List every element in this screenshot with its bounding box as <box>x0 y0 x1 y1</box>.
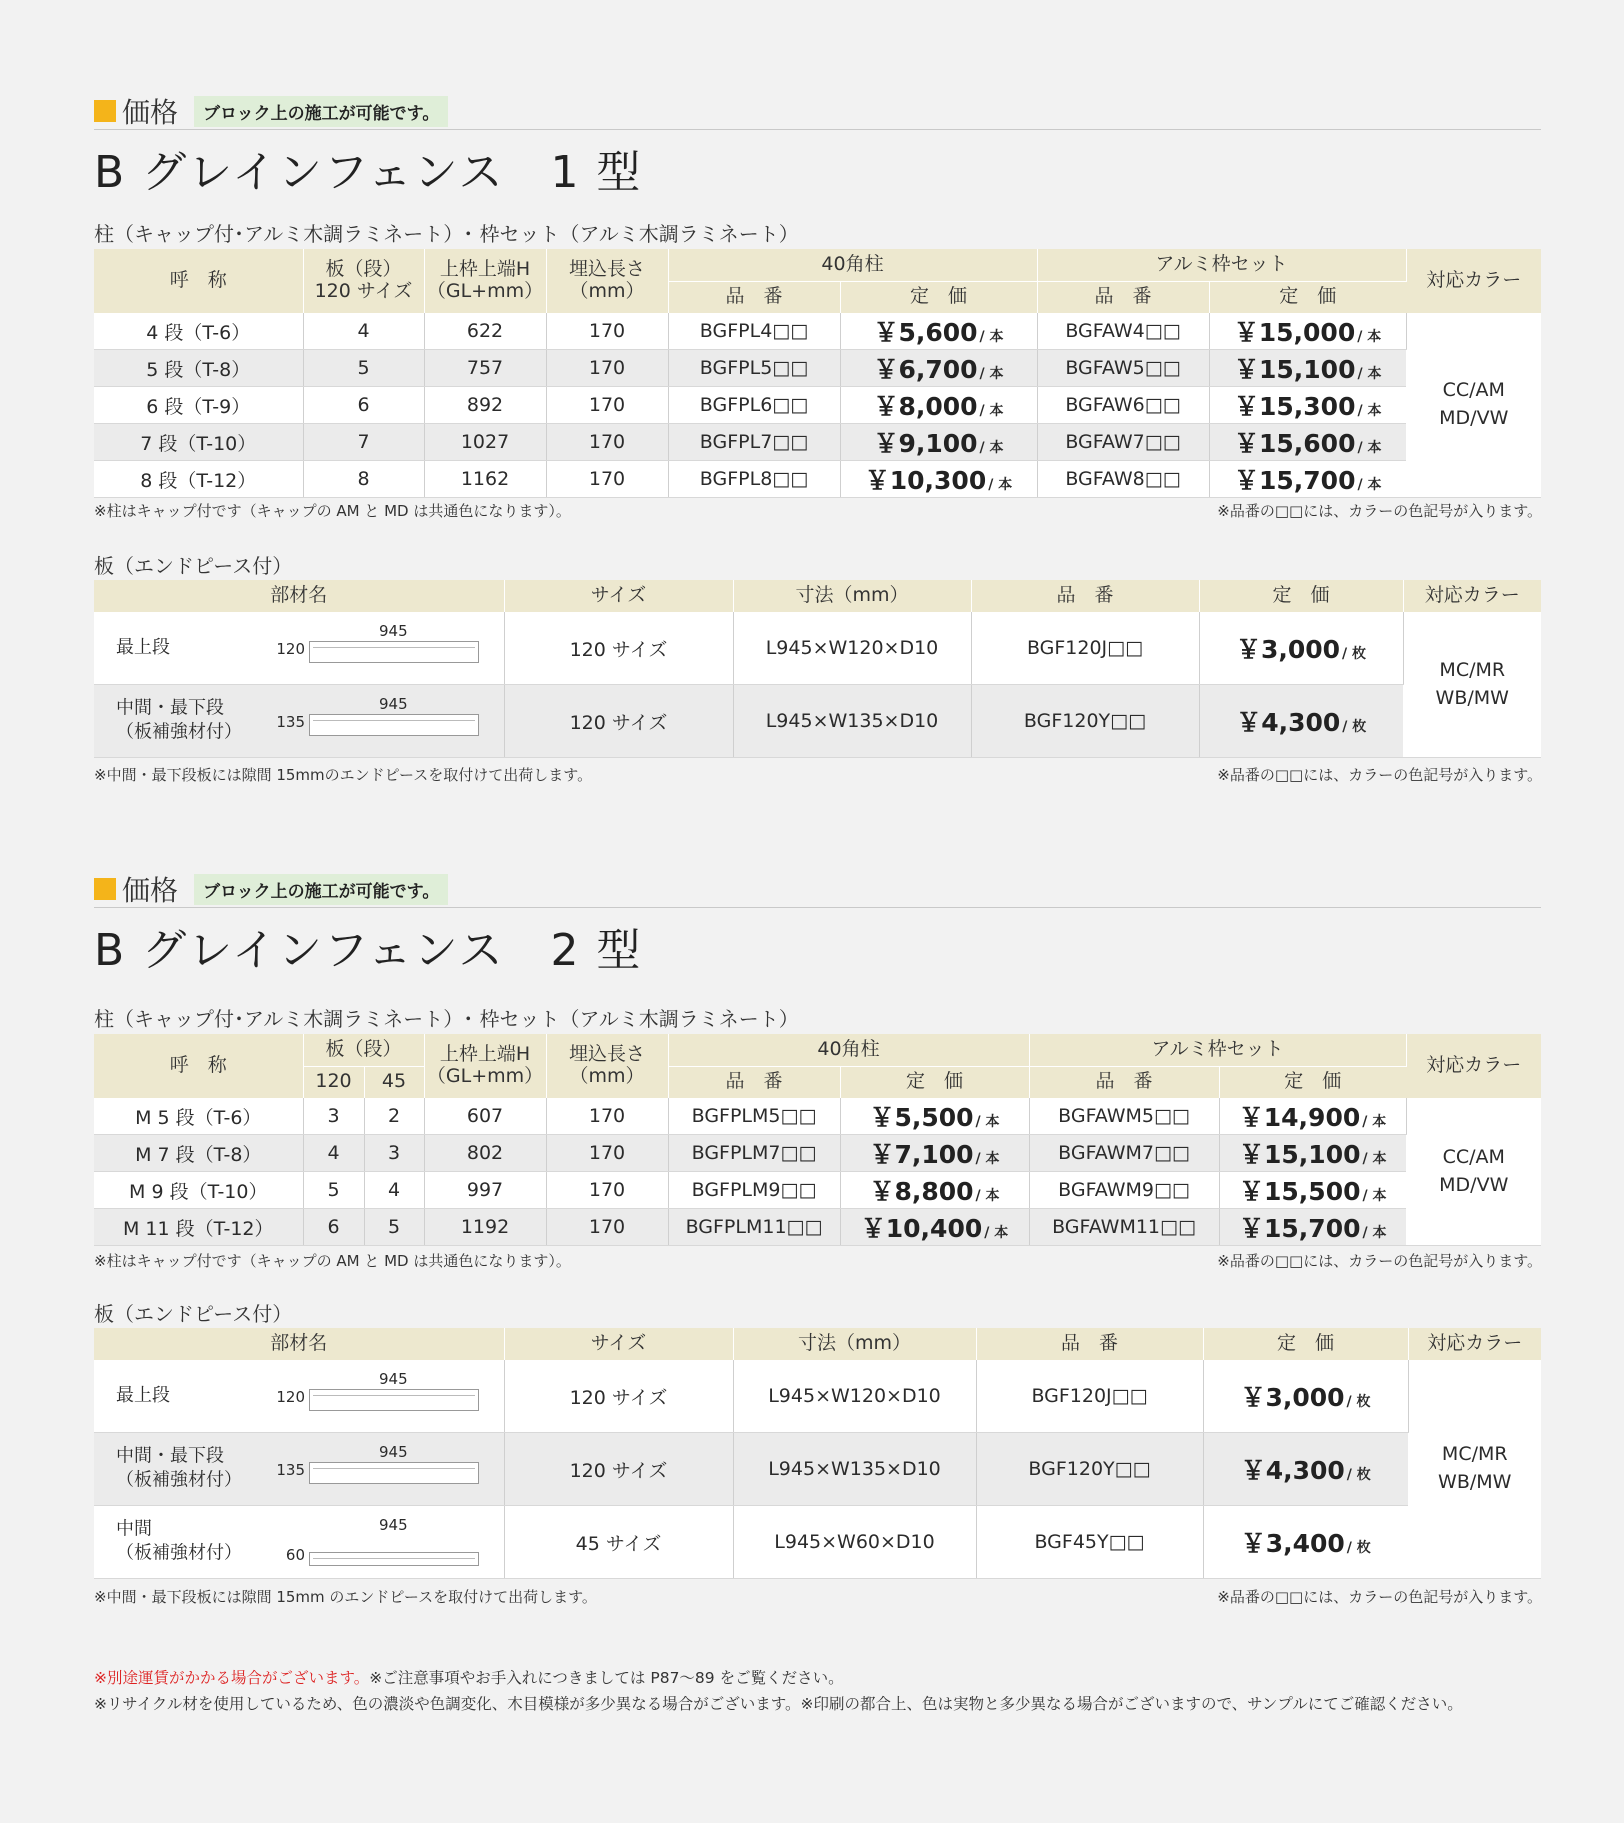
row-embed: 170 <box>546 424 668 461</box>
row-embed: 170 <box>546 461 668 498</box>
product-title: B グレインフェンス 2 型 <box>94 925 643 976</box>
header-name: 呼 称 <box>94 249 303 313</box>
header-board-count: 板（段） 120 サイズ <box>303 249 424 313</box>
row-price: ￥3,000 / 枚 <box>1203 1360 1408 1433</box>
header-list-price: 定 価 <box>1199 580 1403 612</box>
header-part-no: 品 番 <box>668 1066 840 1098</box>
row-name: M 5 段（T-6） <box>94 1098 303 1135</box>
block-install-badge: ブロック上の施工が可能です。 <box>194 96 448 127</box>
row-boards: 6 <box>303 387 424 424</box>
post-price-table <box>94 249 1541 498</box>
row-frame-no: BGFAW5□□ <box>1037 350 1209 387</box>
row-height: 802 <box>424 1135 546 1172</box>
row-no: BGF120Y□□ <box>976 1433 1203 1506</box>
footer-care-note: ※ご注意事項やお手入れにつきましては P87～89 をご覧ください。 <box>369 1669 844 1687</box>
row-post-no: BGFPLM7□□ <box>668 1135 840 1172</box>
header-list-price: 定 価 <box>1219 1066 1406 1098</box>
row-boards: 5 <box>303 350 424 387</box>
header-list-price: 定 価 <box>1203 1328 1408 1360</box>
row-post-no: BGFPL6□□ <box>668 387 840 424</box>
table-row <box>94 1506 1541 1579</box>
row-frame-price: ￥15,700 / 本 <box>1209 461 1406 498</box>
table-row <box>94 1209 1541 1246</box>
row-frame-no: BGFAWM7□□ <box>1029 1135 1219 1172</box>
row-price: ￥3,000 / 枚 <box>1199 612 1403 685</box>
row-frame-no: BGFAWM9□□ <box>1029 1172 1219 1209</box>
post-price-table <box>94 1034 1541 1246</box>
row-frame-no: BGFAW8□□ <box>1037 461 1209 498</box>
header-post40: 40角柱 <box>668 249 1037 281</box>
price-label: 価格 <box>122 874 179 907</box>
row-embed: 170 <box>546 313 668 350</box>
board-price-table <box>94 580 1541 758</box>
table-row <box>94 685 1541 758</box>
header-alu-frame: アルミ枠セット <box>1029 1034 1406 1066</box>
row-post-no: BGFPL8□□ <box>668 461 840 498</box>
row-post-no: BGFPLM11□□ <box>668 1209 840 1246</box>
header-embed: 埋込長さ （mm） <box>546 1034 668 1098</box>
row-part: 最上段 945 120 <box>94 612 504 685</box>
color-cell: MC/MR WB/MW <box>1403 612 1541 758</box>
post-subtitle: 柱（キャップ付･アルミ木調ラミネート）･ 枠セット（アルミ木調ラミネート） <box>94 222 799 246</box>
row-price: ￥3,400 / 枚 <box>1203 1506 1408 1579</box>
header-post40: 40角柱 <box>668 1034 1029 1066</box>
row-embed: 170 <box>546 1209 668 1246</box>
row-dim: L945×W60×D10 <box>733 1506 976 1579</box>
header-part-no: 品 番 <box>1029 1066 1219 1098</box>
post-note-left: ※柱はキャップ付です（キャップの AM と MD は共通色になります）。 <box>94 502 571 520</box>
board-note-left: ※中間・最下段板には隙間 15mm のエンドピースを取付けて出荷します。 <box>94 1588 597 1606</box>
color-cell: MC/MR WB/MW <box>1408 1360 1541 1579</box>
row-b45: 5 <box>364 1209 424 1246</box>
row-name: 4 段（T-6） <box>94 313 303 350</box>
header-height: 上枠上端H （GL+mm） <box>424 249 546 313</box>
row-dim: L945×W120×D10 <box>733 612 971 685</box>
row-height: 997 <box>424 1172 546 1209</box>
row-boards: 8 <box>303 461 424 498</box>
row-price: ￥4,300 / 枚 <box>1203 1433 1408 1506</box>
row-frame-price: ￥15,000 / 本 <box>1209 313 1406 350</box>
table-row <box>94 1098 1541 1135</box>
row-name: M 7 段（T-8） <box>94 1135 303 1172</box>
table-row <box>94 612 1541 685</box>
row-height: 607 <box>424 1098 546 1135</box>
footer-shipping-note: ※別途運賃がかかる場合がございます。 <box>94 1669 370 1687</box>
row-post-no: BGFPL7□□ <box>668 424 840 461</box>
board-price-table <box>94 1328 1541 1579</box>
header-list-price: 定 価 <box>1209 281 1406 313</box>
row-post-price: ￥9,100 / 本 <box>840 424 1037 461</box>
section-2-header <box>94 873 1541 978</box>
row-post-no: BGFPLM9□□ <box>668 1172 840 1209</box>
row-no: BGF45Y□□ <box>976 1506 1203 1579</box>
product-title: B グレインフェンス 1 型 <box>94 147 643 198</box>
row-post-price: ￥7,100 / 本 <box>840 1135 1029 1172</box>
row-frame-price: ￥15,600 / 本 <box>1209 424 1406 461</box>
row-height: 892 <box>424 387 546 424</box>
header-board-count: 板（段） <box>303 1034 424 1066</box>
row-name: 5 段（T-8） <box>94 350 303 387</box>
row-b120: 4 <box>303 1135 364 1172</box>
header-part-no: 品 番 <box>1037 281 1209 313</box>
row-embed: 170 <box>546 350 668 387</box>
row-no: BGF120J□□ <box>976 1360 1203 1433</box>
row-frame-price: ￥15,100 / 本 <box>1219 1135 1406 1172</box>
post-subtitle: 柱（キャップ付･アルミ木調ラミネート）･ 枠セット（アルミ木調ラミネート） <box>94 1007 799 1031</box>
row-frame-no: BGFAW6□□ <box>1037 387 1209 424</box>
row-post-price: ￥10,300 / 本 <box>840 461 1037 498</box>
row-frame-no: BGFAWM11□□ <box>1029 1209 1219 1246</box>
header-size: サイズ <box>504 1328 733 1360</box>
price-label: 価格 <box>122 96 179 129</box>
row-frame-price: ￥15,500 / 本 <box>1219 1172 1406 1209</box>
row-frame-no: BGFAWM5□□ <box>1029 1098 1219 1135</box>
row-name: 7 段（T-10） <box>94 424 303 461</box>
header-board-45: 45 <box>364 1066 424 1098</box>
header-part-no: 品 番 <box>971 580 1199 612</box>
table-row <box>94 424 1541 461</box>
row-height: 622 <box>424 313 546 350</box>
row-name: M 11 段（T-12） <box>94 1209 303 1246</box>
row-part: 中間・最下段 （板補強材付） 945 135 <box>94 1433 504 1506</box>
post-note-right: ※品番の□□には、カラーの色記号が入ります。 <box>1217 502 1542 520</box>
header-part-no: 品 番 <box>668 281 840 313</box>
row-name: 8 段（T-12） <box>94 461 303 498</box>
header-list-price: 定 価 <box>840 281 1037 313</box>
table-row <box>94 313 1541 350</box>
row-b120: 3 <box>303 1098 364 1135</box>
row-name: 6 段（T-9） <box>94 387 303 424</box>
row-b120: 5 <box>303 1172 364 1209</box>
board-subtitle: 板（エンドピース付） <box>94 1302 293 1326</box>
row-height: 1027 <box>424 424 546 461</box>
row-b45: 2 <box>364 1098 424 1135</box>
header-dim: 寸法（mm） <box>733 1328 976 1360</box>
header-alu-frame: アルミ枠セット <box>1037 249 1406 281</box>
row-dim: L945×W135×D10 <box>733 1433 976 1506</box>
post-note-right: ※品番の□□には、カラーの色記号が入ります。 <box>1217 1252 1542 1270</box>
row-post-price: ￥5,500 / 本 <box>840 1098 1029 1135</box>
header-part: 部材名 <box>94 580 504 612</box>
row-no: BGF120J□□ <box>971 612 1199 685</box>
row-post-no: BGFPL5□□ <box>668 350 840 387</box>
header-height: 上枠上端H （GL+mm） <box>424 1034 546 1098</box>
row-dim: L945×W135×D10 <box>733 685 971 758</box>
header-dim: 寸法（mm） <box>733 580 971 612</box>
table-row <box>94 387 1541 424</box>
row-post-price: ￥5,600 / 本 <box>840 313 1037 350</box>
row-post-price: ￥6,700 / 本 <box>840 350 1037 387</box>
row-size: 120 サイズ <box>504 612 733 685</box>
row-height: 1162 <box>424 461 546 498</box>
row-size: 45 サイズ <box>504 1506 733 1579</box>
color-cell: CC/AM MD/VW <box>1406 1098 1541 1246</box>
row-frame-no: BGFAW4□□ <box>1037 313 1209 350</box>
table-row <box>94 350 1541 387</box>
row-height: 757 <box>424 350 546 387</box>
row-part: 最上段 945 120 <box>94 1360 504 1433</box>
row-b45: 4 <box>364 1172 424 1209</box>
row-part: 中間 （板補強材付） 945 60 <box>94 1506 504 1579</box>
row-part: 中間・最下段 （板補強材付） 945 135 <box>94 685 504 758</box>
row-frame-price: ￥15,300 / 本 <box>1209 387 1406 424</box>
row-size: 120 サイズ <box>504 1360 733 1433</box>
header-embed: 埋込長さ （mm） <box>546 249 668 313</box>
row-size: 120 サイズ <box>504 685 733 758</box>
row-post-no: BGFPL4□□ <box>668 313 840 350</box>
square-bullet-icon <box>94 878 116 900</box>
row-post-price: ￥8,800 / 本 <box>840 1172 1029 1209</box>
post-note-left: ※柱はキャップ付です（キャップの AM と MD は共通色になります）。 <box>94 1252 571 1270</box>
row-dim: L945×W120×D10 <box>733 1360 976 1433</box>
row-post-price: ￥8,000 / 本 <box>840 387 1037 424</box>
row-b120: 6 <box>303 1209 364 1246</box>
board-note-right: ※品番の□□には、カラーの色記号が入ります。 <box>1217 766 1542 784</box>
row-embed: 170 <box>546 1172 668 1209</box>
header-size: サイズ <box>504 580 733 612</box>
table-row <box>94 1360 1541 1433</box>
row-frame-price: ￥15,100 / 本 <box>1209 350 1406 387</box>
header-list-price: 定 価 <box>840 1066 1029 1098</box>
footer-notes <box>94 1666 1463 1717</box>
header-part-no: 品 番 <box>976 1328 1203 1360</box>
board-note-right: ※品番の□□には、カラーの色記号が入ります。 <box>1217 1588 1542 1606</box>
footer-recycle-note: ※リサイクル材を使用しているため、色の濃淡や色調変化、木目模様が多少異なる場合がございます。※印刷の都合上、色は実物と多少異なる場合がございますので、サンプルにてご確認ください。 <box>94 1694 1463 1713</box>
table-row <box>94 1172 1541 1209</box>
row-post-price: ￥10,400 / 本 <box>840 1209 1029 1246</box>
table-row <box>94 1433 1541 1506</box>
row-size: 120 サイズ <box>504 1433 733 1506</box>
header-name: 呼 称 <box>94 1034 303 1098</box>
table-row <box>94 1135 1541 1172</box>
header-part: 部材名 <box>94 1328 504 1360</box>
header-color: 対応カラー <box>1408 1328 1541 1360</box>
header-board-120: 120 <box>303 1066 364 1098</box>
board-subtitle: 板（エンドピース付） <box>94 554 293 578</box>
header-color: 対応カラー <box>1406 249 1541 313</box>
row-boards: 4 <box>303 313 424 350</box>
block-install-badge: ブロック上の施工が可能です。 <box>194 874 448 905</box>
table-row <box>94 461 1541 498</box>
header-color: 対応カラー <box>1406 1034 1541 1098</box>
row-price: ￥4,300 / 枚 <box>1199 685 1403 758</box>
row-height: 1192 <box>424 1209 546 1246</box>
row-frame-price: ￥15,700 / 本 <box>1219 1209 1406 1246</box>
row-name: M 9 段（T-10） <box>94 1172 303 1209</box>
row-b45: 3 <box>364 1135 424 1172</box>
row-embed: 170 <box>546 1098 668 1135</box>
color-cell: CC/AM MD/VW <box>1406 313 1541 498</box>
row-frame-no: BGFAW7□□ <box>1037 424 1209 461</box>
board-note-left: ※中間・最下段板には隙間 15mmのエンドピースを取付けて出荷します。 <box>94 766 593 784</box>
row-frame-price: ￥14,900 / 本 <box>1219 1098 1406 1135</box>
row-no: BGF120Y□□ <box>971 685 1199 758</box>
row-embed: 170 <box>546 1135 668 1172</box>
row-post-no: BGFPLM5□□ <box>668 1098 840 1135</box>
section-1-header <box>94 95 1541 200</box>
header-color: 対応カラー <box>1403 580 1541 612</box>
square-bullet-icon <box>94 100 116 122</box>
row-boards: 7 <box>303 424 424 461</box>
row-embed: 170 <box>546 387 668 424</box>
